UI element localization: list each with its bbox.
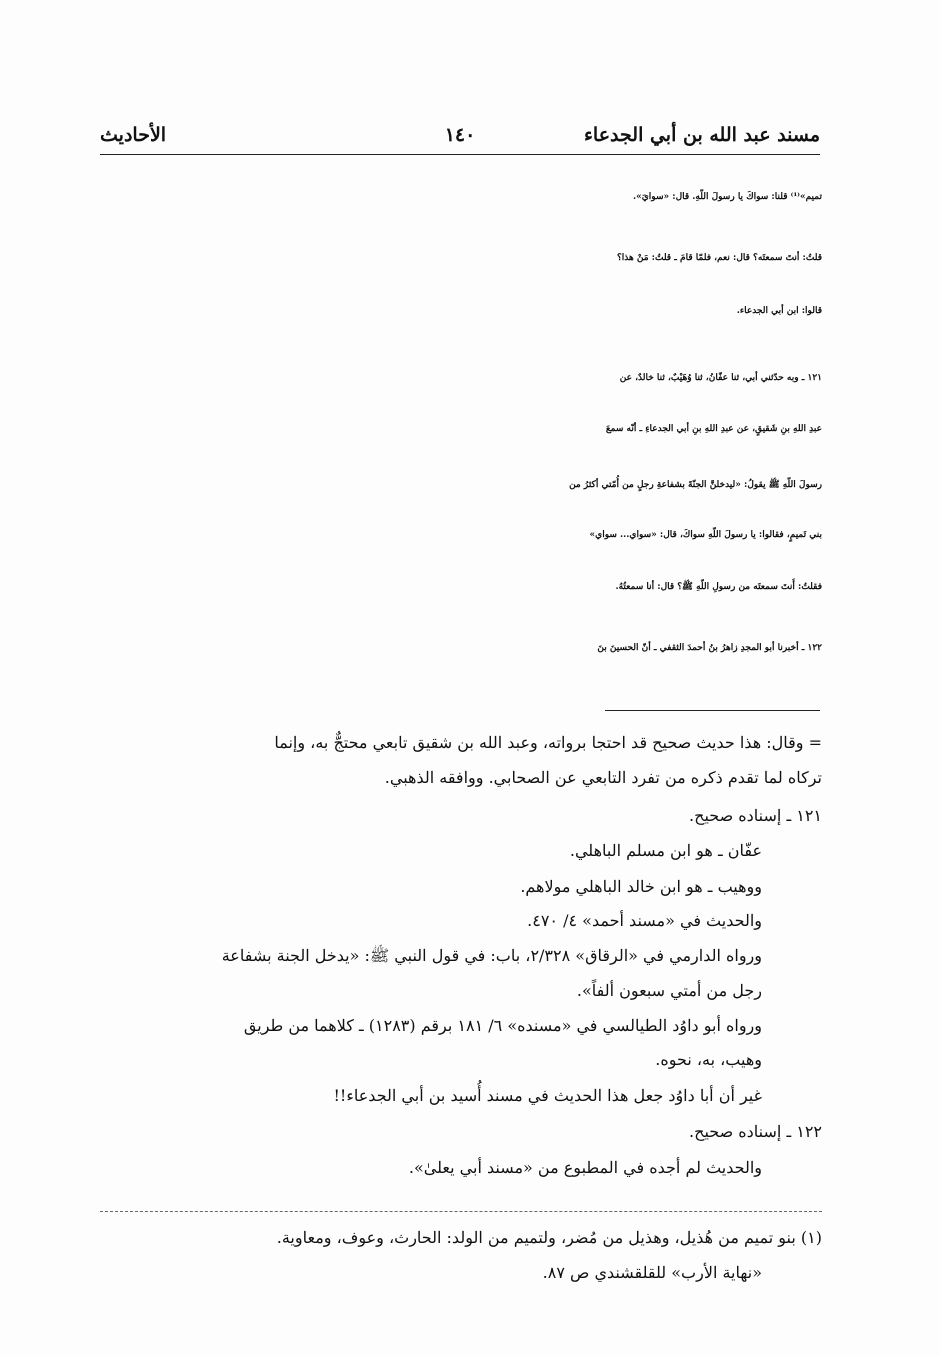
book-title: مسند عبد الله بن أبي الجدعاء <box>583 124 820 146</box>
hadith-121-line: رسولَ اللّهِ ﷺ يقولُ: «ليدخلنَّ الجنّةَ بشفاعةِ رجلٍ من أُمّتي أكثرُ من <box>569 480 822 490</box>
note-line: ورواه أبو داوُد الطيالسي في «مسنده» ٦/ ١٨١ برقم (١٢٨٣) ـ كلاهما من طريق <box>243 1016 762 1035</box>
page-header <box>100 120 820 155</box>
note-line: ورواه الدارمي في «الرقاق» ٢/٣٢٨، باب: في قول النبي ﷺ: «يدخل الجنة بشفاعة <box>221 946 762 965</box>
footnote-separator <box>100 1211 822 1212</box>
page-number: ١٤٠ <box>444 124 476 146</box>
notes-separator <box>605 710 820 711</box>
hadith-121-line: عبدِ اللهِ بنِ شَقيقٍ، عن عبدِ اللهِ بنِ أبي الجدعاءِ ـ أنّه سمعَ <box>605 424 822 434</box>
note-line: ووهيب ـ هو ابن خالد الباهلي مولاهم. <box>520 877 762 896</box>
note-line: عفّان ـ هو ابن مسلم الباهلي. <box>569 841 762 860</box>
main-line: قالوا: ابن أبي الجدعاء. <box>736 306 822 316</box>
note-line: ١٢٢ ـ إسناده صحيح. <box>689 1122 822 1141</box>
main-line: قلتُ: أنتَ سمعتَه؟ قال: نعم، فلمّا قامَ ـ قلتُ: مَنْ هذا؟ <box>616 253 822 263</box>
main-line: تميم»⁽¹⁾ قلنا: سواكَ يا رسولَ اللّهِ. قال: «سوايَ». <box>633 192 822 202</box>
footnote-line: «نهاية الأرب» للقلقشندي ص ٨٧. <box>542 1263 762 1282</box>
hadith-122-line: ١٢٢ ـ أخبرنا أبو المجدِ زاهرُ بنُ أحمدَ الثقفي ـ أنّ الحسينَ بنَ <box>597 643 822 653</box>
note-line: والحديث في «مسند أحمد» ٤/ ٤٧٠. <box>527 911 762 930</box>
note-line: والحديث لم أجده في المطبوع من «مسند أبي يعلىٰ». <box>408 1158 762 1177</box>
note-line: ١٢١ ـ إسناده صحيح. <box>689 806 822 825</box>
footnote-line: (١) بنو تميم من هُذيل، وهذيل من مُضر، ولتميم من الولد: الحارث، وعوف، ومعاوية. <box>276 1228 822 1247</box>
note-line: = وقال: هذا حديث صحيح قد احتجا برواته، وعبد الله بن شقيق تابعي محتجٌّ به، وإنما <box>274 733 822 752</box>
hadith-121-line: فقلتُ: أَنتَ سمعتَه من رسولِ اللّهِ ﷺ؟ قال: أنا سمعتُهُ. <box>615 582 822 592</box>
note-line: وهيب، به، نحوه. <box>655 1050 762 1069</box>
note-line: غير أن أبا داوُد جعل هذا الحديث في مسند أُسيد بن أبي الجدعاء!! <box>333 1086 762 1105</box>
note-line: تركاه لما تقدم ذكره من تفرد التابعي عن الصحابي. ووافقه الذهبي. <box>384 768 822 787</box>
hadith-121-line: بني تَميمٍ، فقالوا: يا رسولَ اللّهِ سواكَ، قال: «سواي... سواي» <box>589 530 822 540</box>
section-title: الأحاديث <box>100 124 167 146</box>
hadith-121-line: ١٢١ ـ وبه حدّثني أبي، ثنا عفّانُ، ثنا وُهَيْبٌ، ثنا خالدٌ، عن <box>619 373 822 383</box>
note-line: رجل من أمتي سبعون ألفاً». <box>576 981 762 1000</box>
